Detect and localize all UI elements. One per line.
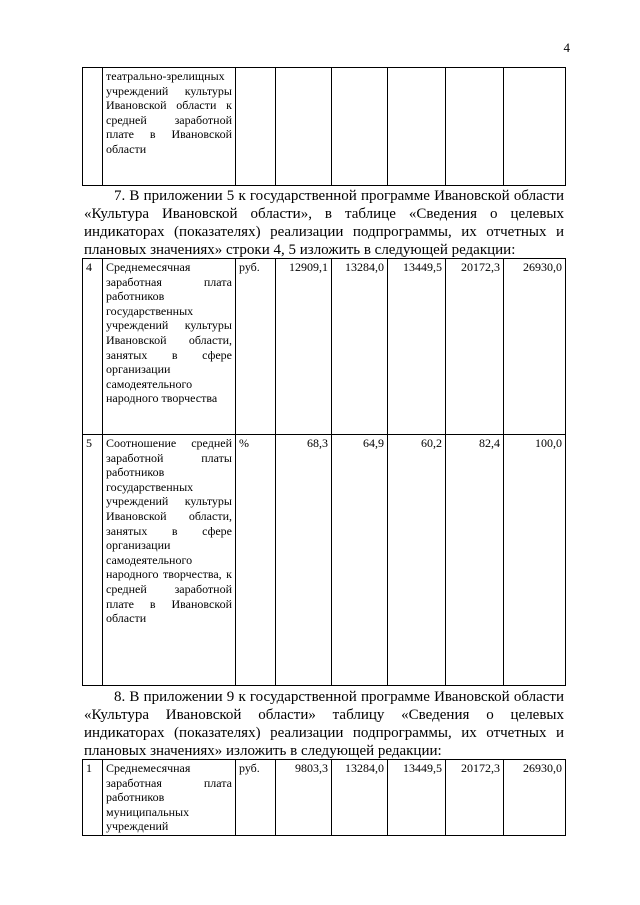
- value-cell: 100,0: [504, 435, 566, 686]
- value-cell: 60,2: [388, 435, 446, 686]
- table-row: [83, 760, 566, 836]
- value-cell: 68,3: [276, 435, 332, 686]
- indicator-table-appendix-9: [82, 759, 566, 836]
- value-cell: 13284,0: [332, 259, 388, 435]
- value-cell: 13284,0: [332, 760, 388, 836]
- value-cell: 82,4: [446, 435, 504, 686]
- indicator-table-appendix-5: [82, 258, 566, 686]
- paragraph-item-7: 7. В приложении 5 к государственной программе Ивановской области «Культура Ивановской области», в таблице «Сведения о целевых индикаторах (показателях) реализации подпрограммы, их отчетных и плановых значениях» строки 4, 5 изложить в следующей редакции:: [84, 188, 564, 258]
- value-cell: 9803,3: [276, 760, 332, 836]
- value-cell: 13449,5: [388, 760, 446, 836]
- value-cell: 26930,0: [504, 259, 566, 435]
- value-cell: 20172,3: [446, 760, 504, 836]
- indicator-name: Соотношение средней заработной платы работников государственных учреждений культуры Ивановской области, занятых в сфере организации самодеятельного народного творчества, к средней заработной плате в Ивановской области: [103, 435, 236, 686]
- unit-cell: руб.: [236, 760, 276, 836]
- value-cell: [332, 68, 388, 186]
- unit-cell: %: [236, 435, 276, 686]
- indicator-name: театрально-зрелищных учреждений культуры Ивановской области к средней заработной плате в Ивановской области: [103, 68, 236, 186]
- value-cell: 26930,0: [504, 760, 566, 836]
- unit-cell: [236, 68, 276, 186]
- value-cell: [276, 68, 332, 186]
- row-number: [83, 68, 103, 186]
- table-row: [83, 435, 566, 686]
- value-cell: [446, 68, 504, 186]
- value-cell: 12909,1: [276, 259, 332, 435]
- page-number: 4: [563, 40, 570, 55]
- indicator-name: Среднемесячная заработная плата работников муниципальных учреждений: [103, 760, 236, 836]
- indicator-table-continued: [82, 67, 566, 186]
- value-cell: 13449,5: [388, 259, 446, 435]
- indicator-name: Среднемесячная заработная плата работников государственных учреждений культуры Ивановской области, занятых в сфере организации самодеятельного народного творчества: [103, 259, 236, 435]
- paragraph-item-8: 8. В приложении 9 к государственной программе Ивановской области «Культура Ивановской области» таблицу «Сведения о целевых индикаторах (показателях) реализации подпрограммы, их отчетных и плановых значениях» изложить в следующей редакции:: [84, 689, 564, 759]
- unit-cell: руб.: [236, 259, 276, 435]
- value-cell: 20172,3: [446, 259, 504, 435]
- table-row: [83, 68, 566, 186]
- value-cell: [504, 68, 566, 186]
- row-number: 4: [83, 259, 103, 435]
- value-cell: [388, 68, 446, 186]
- value-cell: 64,9: [332, 435, 388, 686]
- row-number: 5: [83, 435, 103, 686]
- table-row: [83, 259, 566, 435]
- row-number: 1: [83, 760, 103, 836]
